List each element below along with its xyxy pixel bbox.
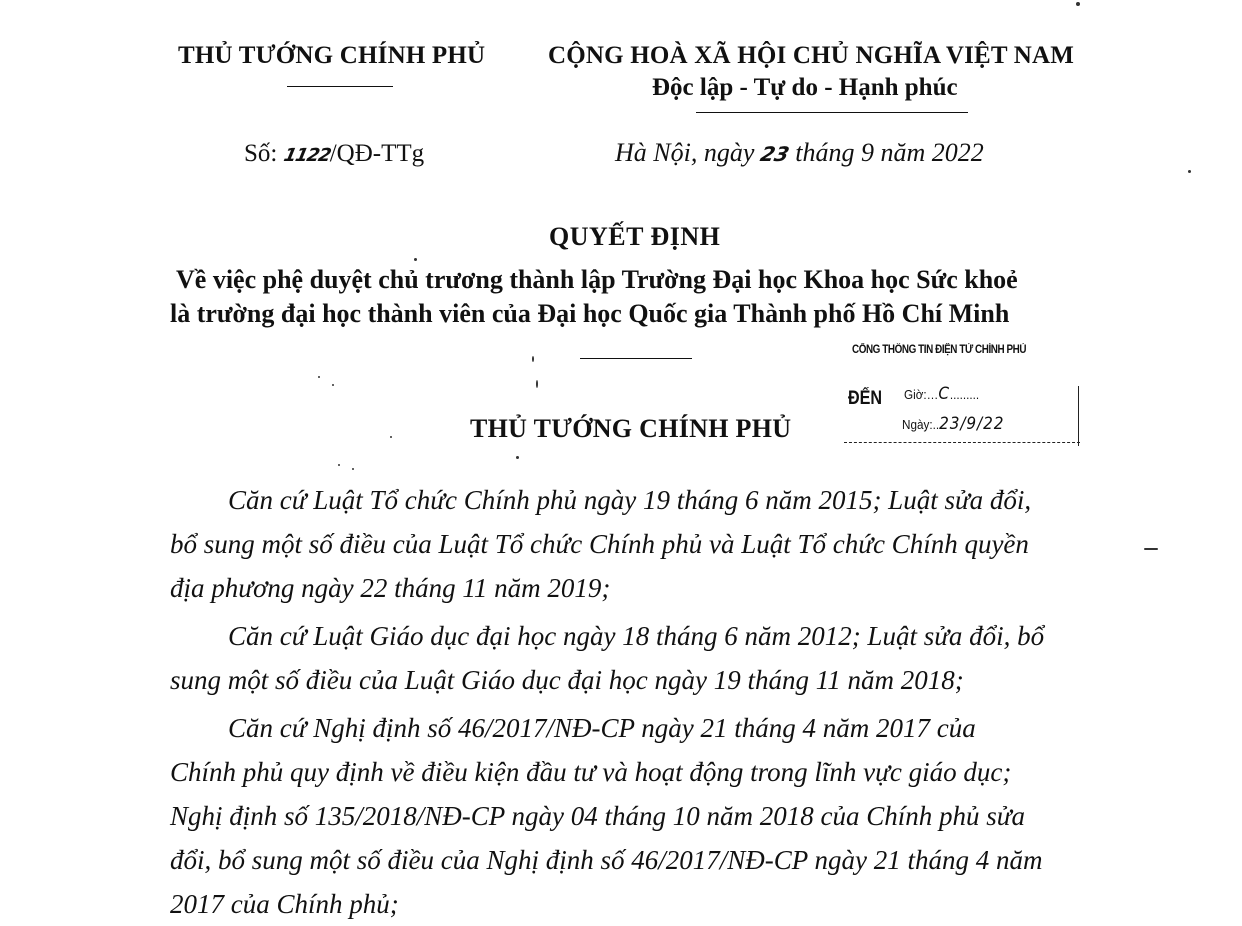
paragraph-line: Căn cứ Luật Giáo dục đại học ngày 18 tháng 6 năm 2012; Luật sửa đổi, bổ — [228, 621, 1045, 651]
stamp-frame-right — [1078, 386, 1079, 446]
scan-speck — [1188, 170, 1191, 173]
decision-title: QUYẾT ĐỊNH — [549, 222, 721, 251]
paragraph-line: Chính phủ quy định về điều kiện đầu tư và hoạt động trong lĩnh vực giáo dục; — [170, 757, 1012, 787]
stamp-agency: CỔNG THÔNG TIN ĐIỆN TỬ CHÍNH PHỦ — [852, 344, 1027, 356]
stamp-date-label: Ngày: — [902, 417, 933, 432]
scan-speck — [352, 468, 354, 470]
date-prefix: Hà Nội, ngày — [615, 138, 755, 167]
number-handwritten: 1122 — [281, 145, 332, 166]
authority-heading: THỦ TƯỚNG CHÍNH PHỦ — [470, 414, 792, 443]
stamp-hour-label: Giờ: — [904, 387, 927, 402]
stamp-hour-value: C — [938, 384, 950, 404]
issuer-underline — [287, 86, 393, 87]
scan-speck — [390, 436, 392, 438]
scan-speck — [318, 376, 320, 378]
scan-speck — [1076, 2, 1080, 6]
paragraph-line: địa phương ngày 22 tháng 11 năm 2019; — [170, 573, 611, 603]
scan-speck — [516, 456, 519, 459]
document-number — [244, 140, 424, 168]
scan-speck — [338, 464, 340, 466]
legal-basis-paragraph-2 — [170, 614, 1130, 702]
paragraph-line: bổ sung một số điều của Luật Tổ chức Chính phủ và Luật Tổ chức Chính quyền — [170, 529, 1029, 559]
received-stamp — [838, 340, 1088, 456]
scan-speck — [536, 380, 538, 388]
decision-subject-line-1: Về việc phệ duyệt chủ trương thành lập Trường Đại học Khoa học Sức khoẻ — [176, 265, 1018, 294]
paragraph-line: sung một số điều của Luật Giáo dục đại học ngày 19 tháng 11 năm 2018; — [170, 665, 964, 695]
legal-basis-paragraph-1 — [170, 478, 1130, 610]
subject-underline — [580, 358, 692, 359]
paragraph-line: 2017 của Chính phủ; — [170, 889, 399, 919]
country-heading: CỘNG HOÀ XÃ HỘI CHỦ NGHĨA VIỆT NAM — [548, 42, 1075, 69]
number-prefix: Số: — [244, 140, 278, 167]
date-suffix: tháng 9 năm 2022 — [795, 138, 984, 167]
number-suffix: /QĐ-TTg — [329, 140, 425, 167]
scan-speck — [1144, 548, 1158, 550]
stamp-date-value: 23/9/22 — [939, 414, 1005, 434]
paragraph-line: đổi, bổ sung một số điều của Nghị định số 46/2017/NĐ-CP ngày 21 tháng 4 năm — [170, 845, 1043, 875]
scan-speck — [532, 356, 534, 362]
paragraph-line: Căn cứ Nghị định số 46/2017/NĐ-CP ngày 21 tháng 4 năm 2017 của — [228, 713, 976, 743]
paragraph-line: Căn cứ Luật Tổ chức Chính phủ ngày 19 tháng 6 năm 2015; Luật sửa đổi, — [228, 485, 1032, 515]
stamp-date: Ngày:..23/9/22 — [902, 414, 1005, 434]
motto-underline — [696, 112, 968, 113]
issuer-heading: THỦ TƯỚNG CHÍNH PHỦ — [178, 42, 486, 69]
date-day-handwritten: 23 — [757, 142, 792, 166]
national-motto: Độc lập - Tự do - Hạnh phúc — [652, 74, 958, 101]
scan-speck — [332, 384, 334, 386]
decision-subject-line-2: là trường đại học thành viên của Đại học Quốc gia Thành phố Hồ Chí Minh — [170, 299, 1010, 328]
stamp-received-label: ĐẾN — [848, 388, 883, 409]
stamp-frame-bottom — [844, 442, 1080, 443]
paragraph-line: Nghị định số 135/2018/NĐ-CP ngày 04 tháng 10 năm 2018 của Chính phủ sửa — [170, 801, 1025, 831]
issue-date — [615, 138, 984, 168]
legal-basis-paragraph-3 — [170, 706, 1130, 926]
stamp-hour: Giờ:…C......... — [904, 384, 980, 404]
scan-speck — [414, 258, 417, 261]
